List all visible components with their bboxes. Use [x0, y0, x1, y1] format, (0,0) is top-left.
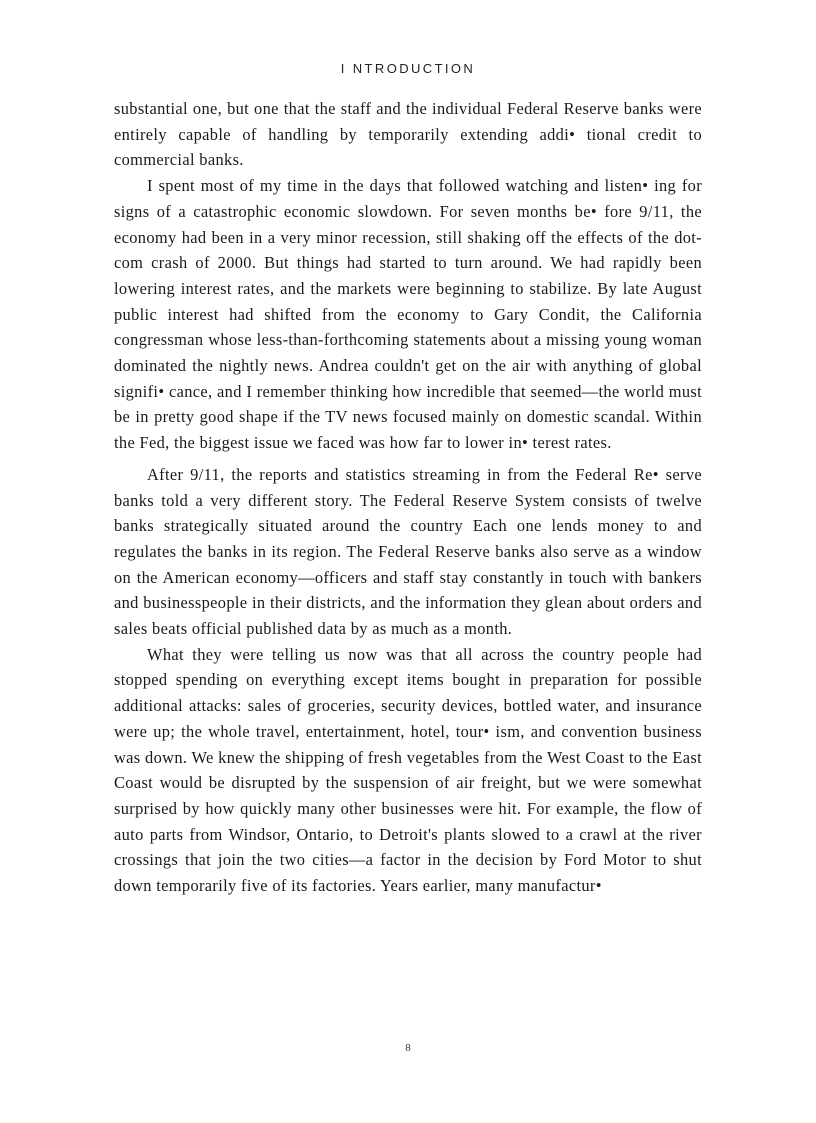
paragraph-2: I spent most of my time in the days that followed watching and listen• ing for signs of a catastrophic economic slowdown. For seven months be• fore 9/11, the economy had been in a very minor recession, still shaking off the effects of the dot-com crash of 2000. But things had started to turn around. We had rapidly been lowering interest rates, and the markets were beginning to stabilize. By late August public interest had shifted from the economy to Gary Condit, the California congressman whose less-than-forthcoming statements about a missing young woman dominated the nightly news. Andrea couldn't get on the air with anything of global signifi• cance, and I remember thinking how incredible that seemed—the world must be in pretty good shape if the TV news focused mainly on domestic scandal. Within the Fed, the biggest issue we faced was how far to lower in• terest rates. [114, 176, 702, 453]
paragraph-3: After 9/11, the reports and statistics streaming in from the Federal Re• serve banks told a very different story. The Federal Reserve System consists of twelve banks strategically situated around the country Each one lends money to and regulates the banks in its region. The Federal Reserve banks also serve as a window on the American economy—officers and staff stay constantly in touch with bankers and businesspeople in their districts, and the information they glean about orders and sales beats official published data by as much as a month. [114, 464, 702, 639]
paragraph-4: What they were telling us now was that all across the country people had stopped spending on everything except items bought in preparation for possible additional attacks: sales of groceries, security devices, bottled water, and insurance were up; the whole travel, entertainment, hotel, tour• ism, and convention business was down. We knew the shipping of fresh vegetables from the West Coast to the East Coast would be disrupted by the suspension of air freight, but we were somewhat surprised by how quickly many other businesses were hit. For example, the flow of auto parts from Windsor, Ontario, to Detroit's plants slowed to a crawl at the river crossings that join the two cities—a factor in the decision by Ford Motor to shut down temporarily five of its factories. Years earlier, many manufactur• [114, 644, 702, 896]
body-text [114, 96, 702, 899]
paragraph-1: substantial one, but one that the staff and the individual Federal Reserve banks were entirely capable of handling by temporarily extending addi• tional credit to commercial banks. [114, 99, 702, 170]
running-head: I NTRODUCTION [340, 61, 476, 76]
page-number: 8 [405, 1042, 411, 1054]
